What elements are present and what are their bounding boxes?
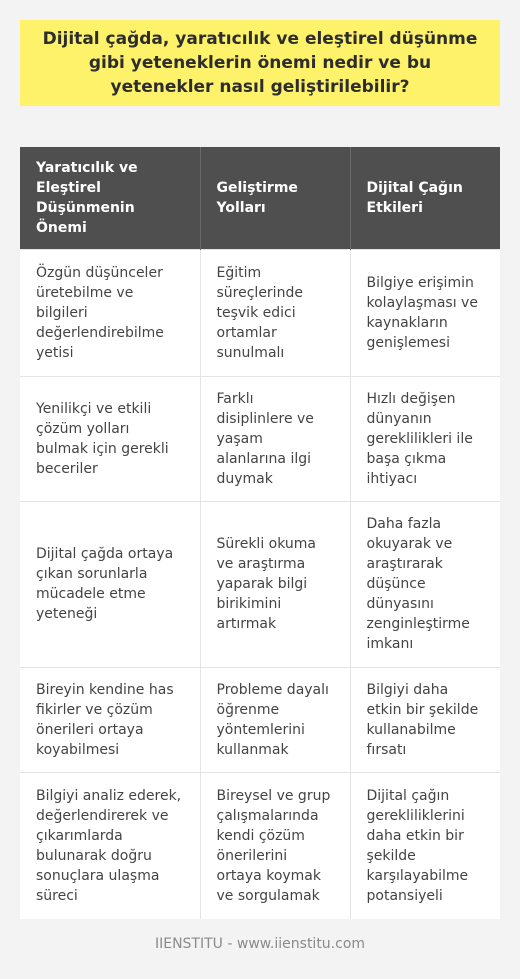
table-cell: Dijital çağda ortaya çıkan sorunlarla mücadele etme yeteneği <box>20 501 200 667</box>
table-header-row <box>20 147 500 249</box>
table-row <box>20 249 500 376</box>
table-row <box>20 772 500 919</box>
table-cell: Daha fazla okuyarak ve araştırarak düşünce dünyasını zenginleştirme imkanı <box>350 501 500 667</box>
comparison-table <box>20 147 500 919</box>
page-title: Dijital çağda, yaratıcılık ve eleştirel düşünme gibi yeteneklerin önemi nedir ve bu yetenekler nasıl geliştirilebilir? <box>42 29 478 97</box>
table-cell: Probleme dayalı öğrenme yöntemlerini kullanmak <box>200 667 350 772</box>
table-cell: Bilgiye erişimin kolaylaşması ve kaynakların genişlemesi <box>350 249 500 376</box>
table-cell: Bireyin kendine has fikirler ve çözüm önerileri ortaya koyabilmesi <box>20 667 200 772</box>
table-cell: Dijital çağın gerekliliklerini daha etkin bir şekilde karşılayabilme potansiyeli <box>350 772 500 919</box>
table-cell: Özgün düşünceler üretebilme ve bilgileri değerlendirebilme yetisi <box>20 249 200 376</box>
table-cell: Farklı disiplinlere ve yaşam alanlarına ilgi duymak <box>200 376 350 501</box>
table-row <box>20 376 500 501</box>
column-header-importance: Yaratıcılık ve Eleştirel Düşünmenin Önemi <box>20 147 200 249</box>
table-row <box>20 501 500 667</box>
table-cell: Hızlı değişen dünyanın gereklilikleri ile başa çıkma ihtiyacı <box>350 376 500 501</box>
table-cell: Yenilikçi ve etkili çözüm yolları bulmak için gerekli beceriler <box>20 376 200 501</box>
footer-credit: IIENSTITU - www.iienstitu.com <box>154 936 366 952</box>
title-banner <box>20 20 500 106</box>
table-cell: Bilgiyi daha etkin bir şekilde kullanabilme fırsatı <box>350 667 500 772</box>
table-cell: Sürekli okuma ve araştırma yaparak bilgi birikimini artırmak <box>200 501 350 667</box>
table-cell: Eğitim süreçlerinde teşvik edici ortamlar sunulmalı <box>200 249 350 376</box>
table-cell: Bilgiyi analiz ederek, değerlendirerek ve çıkarımlarda bulunarak doğru sonuçlara ulaşma süreci <box>20 772 200 919</box>
table-row <box>20 667 500 772</box>
column-header-development: Geliştirme Yolları <box>200 147 350 249</box>
column-header-digital-effects: Dijital Çağın Etkileri <box>350 147 500 249</box>
table-cell: Bireysel ve grup çalışmalarında kendi çözüm önerilerini ortaya koymak ve sorgulamak <box>200 772 350 919</box>
